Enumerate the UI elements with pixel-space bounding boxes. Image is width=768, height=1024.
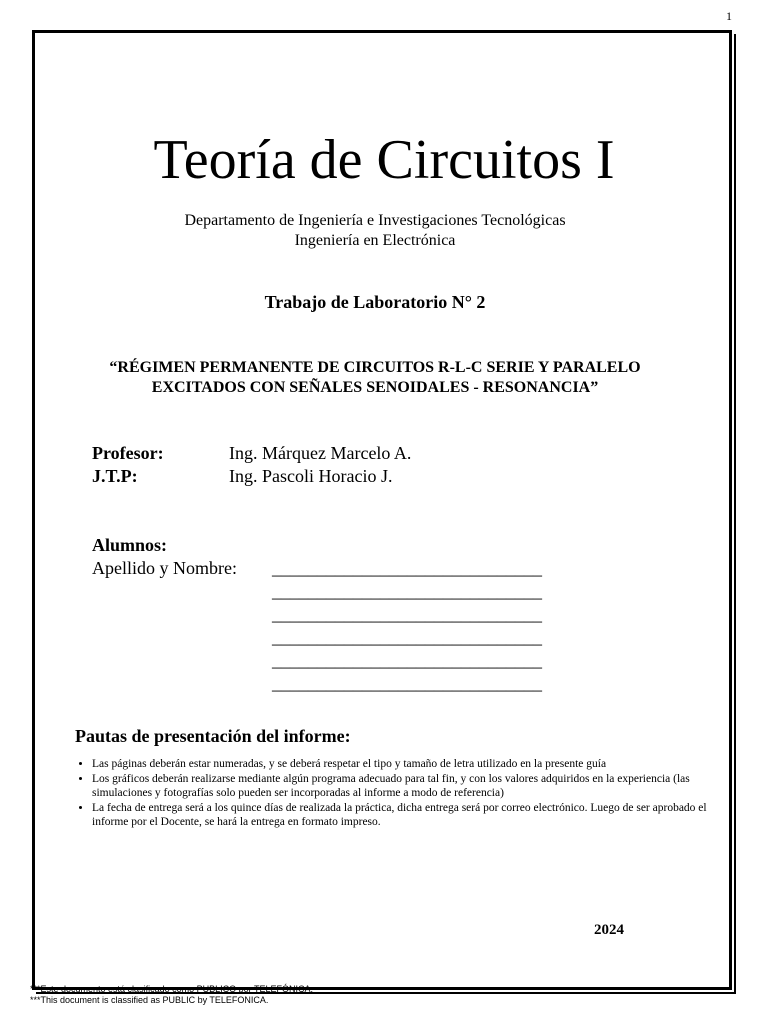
staff-name: Ing. Márquez Marcelo A. xyxy=(229,443,412,463)
classification-notice-es: ***Este documento está clasificado como PUBLICO por TELEFÓNICA. xyxy=(30,984,313,994)
guidelines-title: Pautas de presentación del informe: xyxy=(75,726,351,746)
student-name-line: ______________________________ xyxy=(272,627,542,647)
classification-notice-en: ***This document is classified as PUBLIC by TELEFONICA. xyxy=(30,995,269,1005)
document-title: Teoría de Circuitos I xyxy=(153,129,615,191)
lab-subtitle xyxy=(0,358,750,398)
guidelines-section xyxy=(75,726,715,830)
staff-role: Profesor: xyxy=(92,443,164,463)
student-name-line: ______________________________ xyxy=(272,650,542,670)
student-name-lines xyxy=(272,557,542,695)
student-name-line: ______________________________ xyxy=(272,558,542,578)
lab-subtitle-line-1: “RÉGIMEN PERMANENTE DE CIRCUITOS R-L-C SERIE Y PARALELO xyxy=(109,359,641,376)
guideline-item: • Las páginas deberán estar numeradas, y se deberá respetar el tipo y tamaño de letra utilizado en la presente guía xyxy=(92,757,715,771)
guideline-item: • Los gráficos deberán realizarse mediante algún programa adecuado para tal fin, y con los valores adquiridos en la experiencia (las simulaciones y fotografías solo pueden ser incorporadas al informe a modo de referencia) xyxy=(92,772,715,800)
guidelines-list xyxy=(75,757,715,829)
guideline-item: • La fecha de entrega será a los quince días de realizada la práctica, dicha entrega será por correo electrónico. Luego de ser aprobado el informe por el Docente, se hará la entrega en formato impreso. xyxy=(92,801,715,829)
document-year: 2024 xyxy=(594,922,624,938)
staff-row-jtp xyxy=(92,465,411,488)
career-name: Ingeniería en Electrónica xyxy=(294,232,456,249)
staff-block xyxy=(92,442,411,488)
students-label: Apellido y Nombre: xyxy=(92,558,237,578)
student-name-line: ______________________________ xyxy=(272,581,542,601)
page-number: 1 xyxy=(726,9,732,23)
staff-row-professor xyxy=(92,442,411,465)
lab-subtitle-line-2: EXCITADOS CON SEÑALES SENOIDALES - RESONANCIA” xyxy=(151,379,599,396)
staff-name: Ing. Pascoli Horacio J. xyxy=(229,466,393,486)
students-row xyxy=(92,557,542,695)
students-block xyxy=(92,534,542,695)
student-name-line: ______________________________ xyxy=(272,604,542,624)
lab-title: Trabajo de Laboratorio N° 2 xyxy=(264,292,486,312)
staff-role: J.T.P: xyxy=(92,466,138,486)
department-name: Departamento de Ingeniería e Investigaciones Tecnológicas xyxy=(184,212,566,229)
students-heading: Alumnos: xyxy=(92,535,168,555)
department-block xyxy=(0,211,750,251)
student-name-line: ______________________________ xyxy=(272,673,542,693)
